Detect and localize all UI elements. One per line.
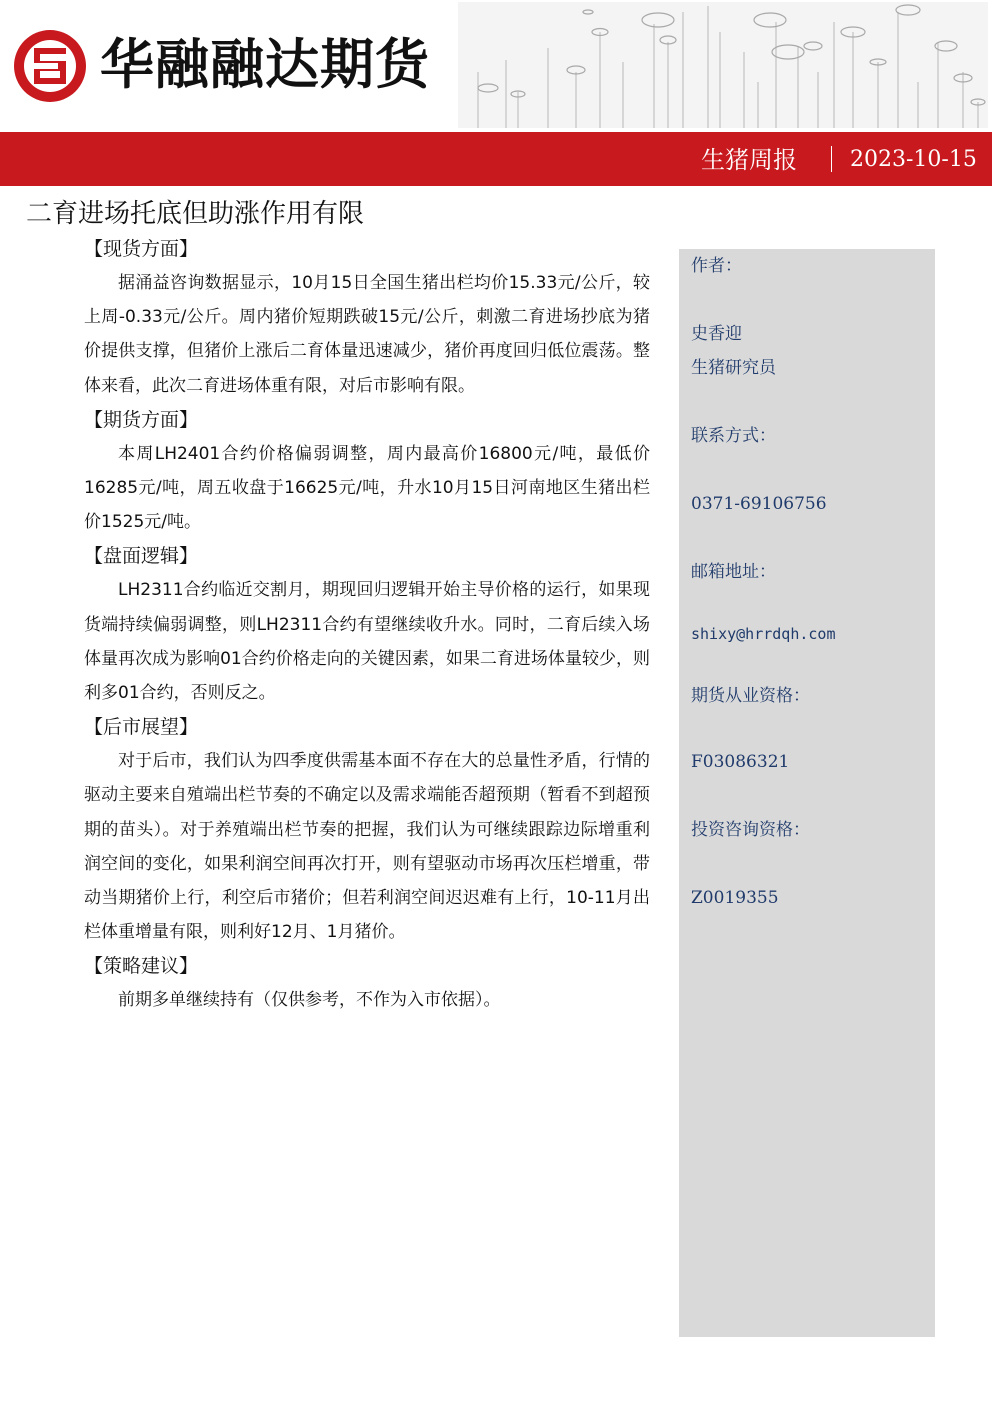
- header: [0, 0, 992, 132]
- email-address[interactable]: shixy@hrrdqh.com: [691, 625, 836, 643]
- author-name: 史香迎: [691, 324, 742, 344]
- article-title: 二育进场托底但助涨作用有限: [26, 199, 365, 229]
- author-title: 生猪研究员: [691, 358, 776, 378]
- report-date: 2023-10-15: [850, 147, 977, 172]
- article-body: [84, 232, 650, 1018]
- email-label: 邮箱地址：: [691, 562, 776, 582]
- section-heading-spot: 【现货方面】: [84, 238, 199, 260]
- section-body-strategy: 前期多单继续持有（仅供参考，不作为入市依据）。: [118, 990, 501, 1011]
- section-heading-futures: 【期货方面】: [84, 408, 199, 431]
- section-body-spot: 据涌益咨询数据显示，10月15日全国生猪出栏均价15.33元/公斤，较上周-0.33元/公斤。周内猪价短期跌破15元/公斤，刺激二育进场抄底为猪价提供支撑，但猪价上涨后二育体量迅速减少，猪价再度回归低位震荡。整体来看，此次二育进场体重有限，对后市影响有限。: [84, 273, 650, 396]
- section-body-futures: 本周LH2401合约价格偏弱调整，周内最高价16800元/吨，最低价16285元/吨，周五收盘于16625元/吨，升水10月15日河南地区生猪出栏价1525元/吨。: [84, 443, 650, 533]
- section-body-market-logic: LH2311合约临近交割月，期现回归逻辑开始主导价格的运行，如果现货端持续偏弱调整，则LH2311合约有望继续收升水。同时，二育后续入场体量再次成为影响01合约价格走向的关键因素，如果二育进场体量较少，则利多01合约，否则反之。: [84, 580, 650, 704]
- advisory-qualification-number: Z0019355: [691, 888, 779, 908]
- section-heading-strategy: 【策略建议】: [84, 955, 199, 978]
- section-heading-market-logic: 【盘面逻辑】: [84, 545, 199, 568]
- header-banner: [0, 132, 992, 186]
- phone-number: 0371-69106756: [691, 494, 827, 514]
- futures-qualification-number: F03086321: [691, 752, 790, 772]
- author-sidebar: [679, 249, 935, 1337]
- contact-label: 联系方式：: [691, 426, 776, 446]
- header-divider: [831, 146, 832, 172]
- report-type: 生猪周报: [701, 146, 797, 174]
- section-body-outlook: 对于后市，我们认为四季度供需基本面不存在大的总量性矛盾，行情的驱动主要来自殖端出栏节奏的不确定以及需求端能否超预期（暂看不到超预期的苗头）。对于养殖端出栏节奏的把握，我们认为可继续跟踪边际增重利润空间的变化，如果利润空间再次打开，则有望驱动市场再次压栏增重，带动当期猪价上行，利空后市猪价；但若利润空间迟迟难有上行，10-11月出栏体重增量有限，则利好12月、1月猪价。: [84, 751, 650, 943]
- futures-qualification-label: 期货从业资格：: [691, 686, 810, 706]
- company-logo-icon: [12, 28, 88, 104]
- section-heading-outlook: 【后市展望】: [84, 716, 199, 739]
- brand-name: 华融融达期货: [100, 33, 430, 96]
- advisory-qualification-label: 投资咨询资格：: [691, 820, 810, 840]
- author-label: 作者：: [691, 256, 742, 276]
- decorative-lines-graphic: [458, 2, 988, 128]
